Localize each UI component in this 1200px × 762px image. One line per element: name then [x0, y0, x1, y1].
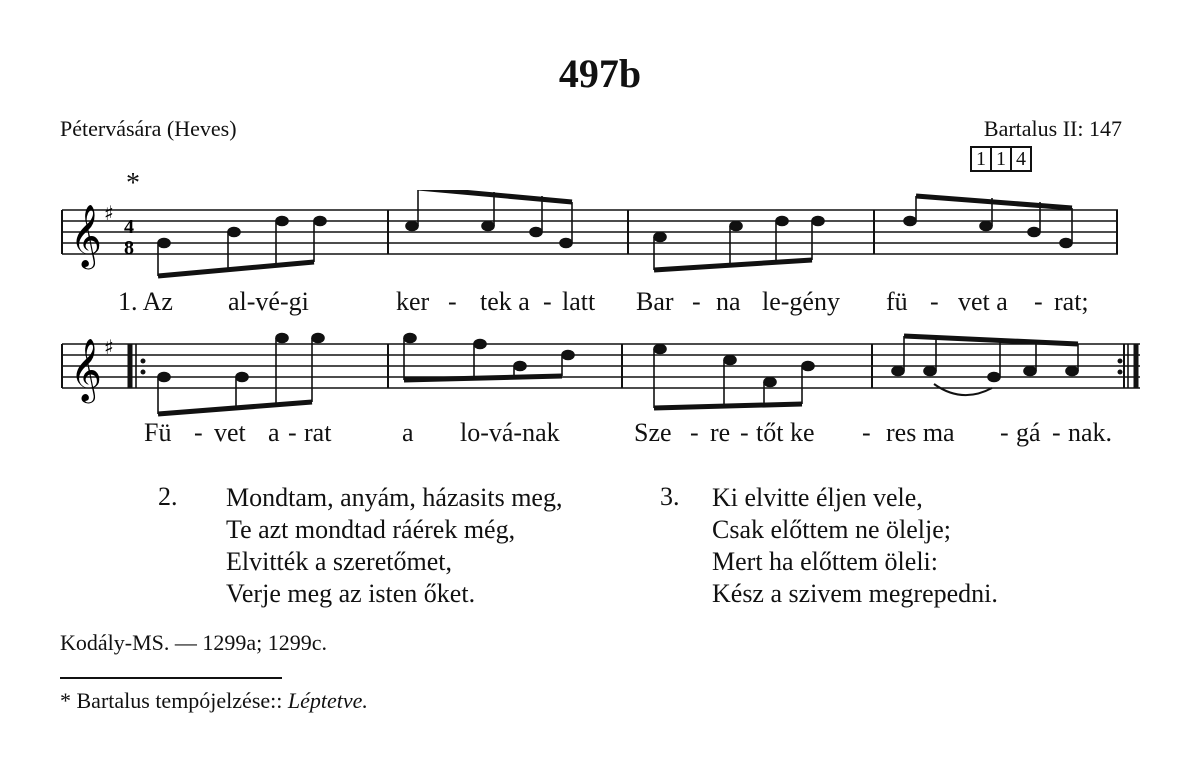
lyric-hyphen: -: [1052, 418, 1061, 447]
lyric-hyphen: -: [448, 287, 457, 316]
lyric-syllable: latt: [562, 287, 596, 316]
time-signature-top: 4: [124, 216, 134, 238]
lyric-syllable: tőt ke: [756, 418, 815, 447]
lyric-hyphen: -: [1034, 287, 1043, 316]
lyric-hyphen: -: [862, 418, 871, 447]
cadence-box: 4: [1010, 146, 1032, 172]
sharp-icon: ♯: [104, 201, 114, 225]
stanza-line: Mondtam, anyám, házasits meg,: [226, 483, 563, 512]
lyric-hyphen: -: [194, 418, 203, 447]
stanza-2: [226, 482, 562, 610]
song-number-title: 497b: [558, 51, 642, 96]
lyric-syllable: res ma: [886, 418, 955, 447]
lyric-syllable: Bar: [636, 287, 674, 316]
lyric-syllable: vet: [214, 418, 246, 447]
stanza-number: 3.: [660, 482, 680, 511]
source-reference: Bartalus II: 147: [983, 116, 1122, 141]
lyric-syllable: ker: [396, 287, 430, 316]
lyric-syllable: gá: [1016, 418, 1041, 447]
lyric-syllable: tek a: [480, 287, 530, 316]
lyric-syllable: Sze: [634, 418, 672, 447]
music-staff-line-1: [0, 190, 1200, 280]
footnote-italic-text: Léptetve.: [287, 688, 368, 713]
lyric-syllable: a: [268, 418, 280, 447]
stanza-line: Te azt mondtad ráérek még,: [226, 515, 516, 544]
lyric-hyphen: -: [288, 418, 297, 447]
cadence-box: 1: [990, 146, 1012, 172]
lyric-syllable: nak.: [1068, 418, 1113, 447]
lyric-syllable: Fü: [144, 418, 172, 447]
stanza-line: Elvitték a szeretőmet,: [226, 547, 452, 576]
lyric-hyphen: -: [692, 287, 701, 316]
cadence-box: 1: [970, 146, 992, 172]
treble-clef-icon: 𝄞: [70, 204, 102, 267]
lyric-syllable: rat: [304, 418, 332, 447]
lyric-hyphen: -: [1000, 418, 1009, 447]
lyric-hyphen: -: [740, 418, 749, 447]
lyric-syllable: vet a: [958, 287, 1008, 316]
place-of-collection: Pétervására (Heves): [60, 116, 237, 141]
slur-icon: [934, 384, 992, 395]
lyric-hyphen: -: [543, 287, 552, 316]
stanza-line: Kész a szivem megrepedni.: [712, 579, 998, 608]
lyric-syllable: al-vé-gi: [228, 287, 309, 316]
lyric-syllable: na: [716, 287, 741, 316]
footnote-text: * Bartalus tempójelzése::: [60, 688, 283, 713]
lyric-hyphen: -: [930, 287, 939, 316]
lyric-syllable: lo-vá-nak: [460, 418, 560, 447]
lyric-syllable: a: [402, 418, 414, 447]
time-signature-bottom: 8: [124, 237, 134, 259]
footnote: [60, 688, 368, 714]
lyric-syllable: le-gény: [762, 287, 840, 316]
lyric-hyphen: -: [690, 418, 699, 447]
music-staff-line-2: [0, 318, 1200, 418]
tempo-asterisk: *: [126, 168, 140, 199]
stanza-line: Verje meg az isten őket.: [226, 579, 476, 608]
sharp-icon: ♯: [104, 335, 114, 359]
lyric-syllable: re: [710, 418, 731, 447]
stanza-number: 2.: [158, 482, 178, 511]
footnote-divider: [60, 677, 282, 679]
lyric-syllable: 1. Az: [118, 287, 173, 316]
stanza-line: Mert ha előttem öleli:: [712, 547, 938, 576]
manuscript-reference: Kodály-MS. — 1299a; 1299c.: [60, 630, 328, 655]
stanza-line: Csak előttem ne ölelje;: [712, 515, 951, 544]
treble-clef-icon: 𝄞: [70, 338, 102, 401]
lyric-syllable: rat;: [1054, 287, 1089, 316]
stanza-line: Ki elvitte éljen vele,: [712, 483, 923, 512]
cadence-boxes: [972, 146, 1032, 172]
stanza-3: [712, 482, 998, 610]
lyric-syllable: fü: [886, 287, 908, 316]
